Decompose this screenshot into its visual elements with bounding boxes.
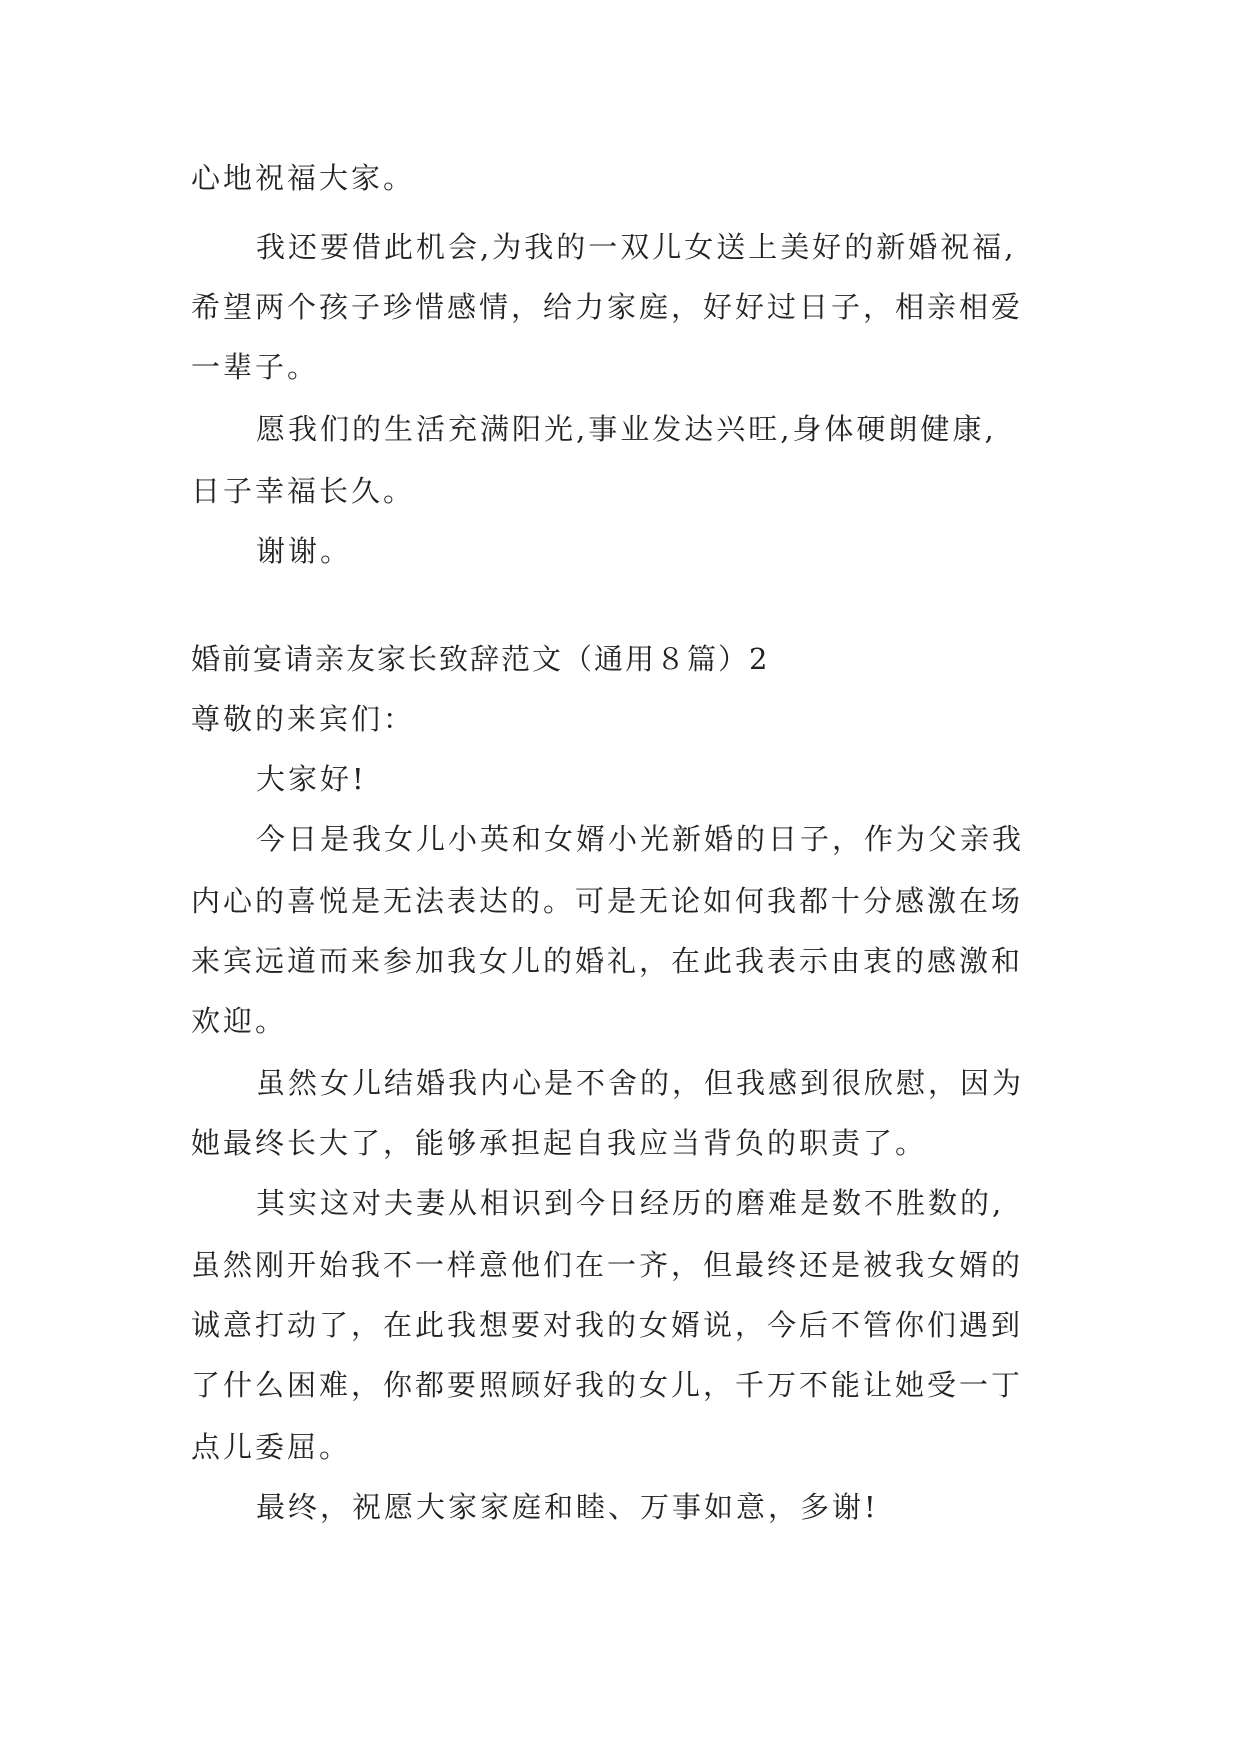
- text-line: 虽然刚开始我不一样意他们在一齐，但最终还是被我女婿的: [191, 1248, 1024, 1282]
- text-line: 我还要借此机会,为我的一双儿女送上美好的新婚祝福,: [256, 230, 1017, 264]
- text-line: 心地祝福大家。: [191, 161, 416, 195]
- text-line: 一辈子。: [191, 350, 320, 384]
- text-line: 来宾远道而来参加我女儿的婚礼，在此我表示由衷的感激和: [191, 944, 1024, 978]
- closing-line: 最终，祝愿大家家庭和睦、万事如意，多谢!: [256, 1490, 879, 1524]
- text-line: 她最终长大了，能够承担起自我应当背负的职责了。: [191, 1126, 928, 1160]
- greeting: 大家好!: [256, 762, 367, 796]
- salutation: 尊敬的来宾们：: [191, 702, 416, 736]
- text-line: 愿我们的生活充满阳光,事业发达兴旺,身体硬朗健康,: [256, 412, 997, 446]
- text-line: 谢谢。: [256, 534, 353, 568]
- text-line: 了什么困难，你都要照顾好我的女儿，千万不能让她受一丁: [191, 1368, 1024, 1402]
- text-line: 今日是我女儿小英和女婿小光新婚的日子，作为父亲我: [256, 822, 1025, 856]
- text-line: 日子幸福长久。: [191, 474, 416, 508]
- text-line: 虽然女儿结婚我内心是不舍的，但我感到很欣慰，因为: [256, 1066, 1025, 1100]
- text-line: 欢迎。: [191, 1004, 288, 1038]
- text-line: 内心的喜悦是无法表达的。可是无论如何我都十分感激在场: [191, 884, 1024, 918]
- text-line: 点儿委屈。: [191, 1430, 352, 1464]
- section-title: 婚前宴请亲友家长致辞范文（通用８篇）2: [191, 642, 770, 676]
- text-line: 其实这对夫妻从相识到今日经历的磨难是数不胜数的,: [256, 1186, 1005, 1220]
- text-line: 希望两个孩子珍惜感情，给力家庭，好好过日子，相亲相爱: [191, 290, 1024, 324]
- text-line: 诚意打动了，在此我想要对我的女婿说，今后不管你们遇到: [191, 1308, 1024, 1342]
